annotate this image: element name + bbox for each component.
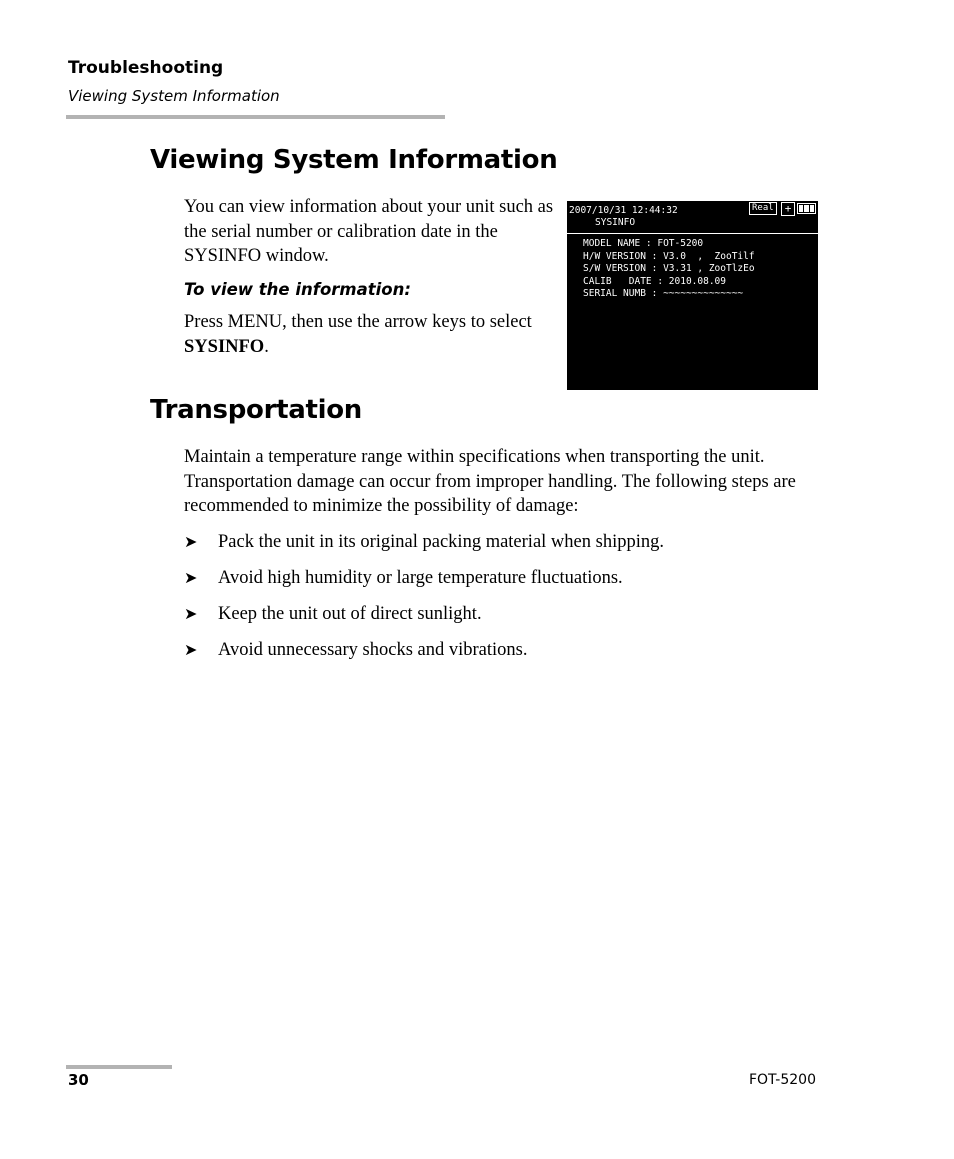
list-item-text: Avoid high humidity or large temperature fluctuations.: [218, 568, 623, 588]
screen-row: S/W VERSION : V3.31 , ZooTlzEo: [583, 263, 755, 274]
list-item-text: Keep the unit out of direct sunlight.: [218, 604, 482, 624]
transportation-list: [184, 530, 664, 674]
section-title-system-info: Viewing System Information: [150, 145, 558, 175]
screen-datetime: 2007/10/31 12:44:32: [569, 205, 678, 216]
screen-header-line: [567, 233, 818, 234]
step-text: Press MENU, then use the arrow keys to select: [184, 312, 532, 332]
running-header-chapter: Troubleshooting: [68, 58, 224, 78]
plus-box-icon: +: [781, 202, 795, 216]
list-item: [184, 602, 664, 638]
procedure-step: [184, 310, 554, 359]
list-item: [184, 638, 664, 674]
screen-window-name: SYSINFO: [595, 217, 636, 228]
arrowhead-icon: ➤: [184, 532, 198, 551]
running-header-section: Viewing System Information: [68, 87, 280, 105]
list-item-text: Avoid unnecessary shocks and vibrations.: [218, 640, 528, 660]
step-suffix: .: [264, 336, 269, 357]
page-number: 30: [68, 1071, 89, 1089]
section-title-transportation: Transportation: [150, 395, 363, 425]
list-item: [184, 566, 664, 602]
footer-rule: [66, 1065, 172, 1069]
battery-icon: [797, 203, 816, 214]
sysinfo-screenshot: [567, 201, 818, 390]
transportation-intro: Maintain a temperature range within specifications when transporting the unit. Transportation damage can occur from improper handling. The following steps are recommended to minimize the possibility of damage:: [184, 447, 796, 516]
screen-row: H/W VERSION : V3.0 , ZooTilf: [583, 250, 755, 262]
system-info-intro: You can view information about your unit such as the serial number or calibration date in the SYSINFO window.: [184, 197, 554, 266]
product-name: FOT-5200: [748, 1072, 816, 1088]
list-item-text: Pack the unit in its original packing material when shipping.: [218, 532, 664, 552]
screen-info-rows: [583, 238, 755, 301]
step-bold: SYSINFO: [184, 336, 265, 357]
arrowhead-icon: ➤: [184, 568, 198, 587]
screen-mode-badge: Real: [749, 202, 777, 215]
screen-row: SERIAL NUMB : ~~~~~~~~~~~~~~: [583, 288, 744, 299]
header-rule: [66, 115, 445, 119]
list-item: [184, 530, 664, 566]
screen-row: CALIB DATE : 2010.08.09: [583, 275, 726, 287]
arrowhead-icon: ➤: [184, 640, 198, 659]
screen-row: MODEL NAME : FOT-5200: [583, 238, 704, 249]
arrowhead-icon: ➤: [184, 604, 198, 623]
procedure-title: To view the information:: [184, 280, 411, 299]
